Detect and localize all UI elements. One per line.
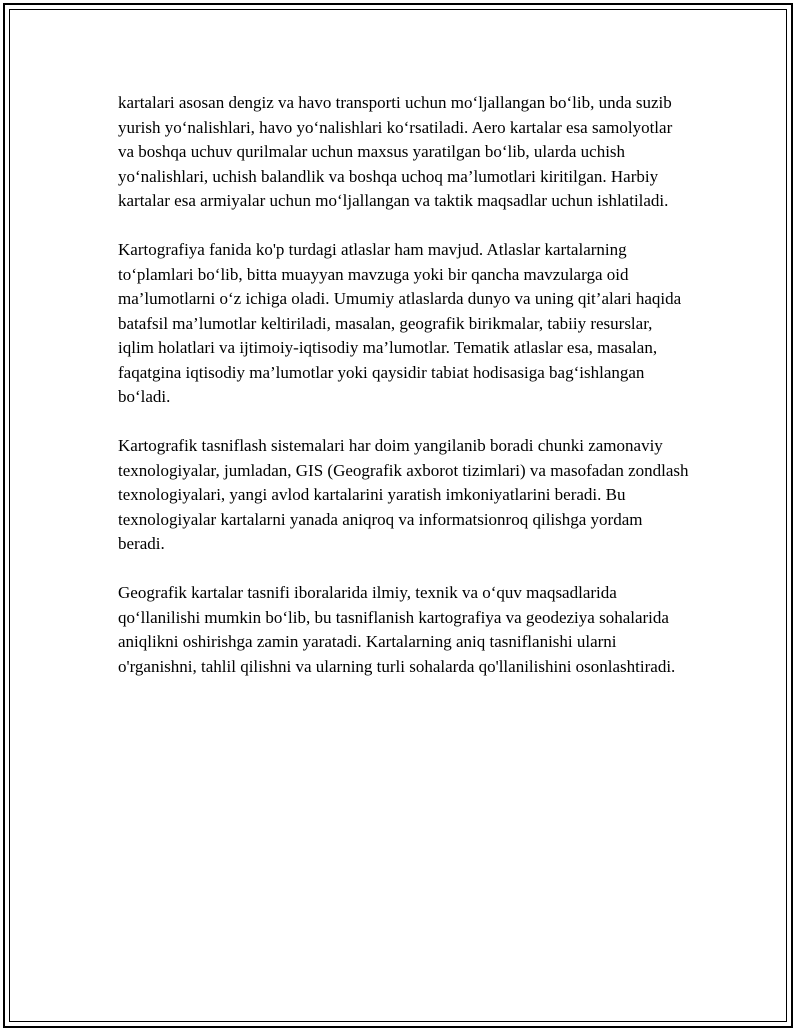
paragraph-4: Geografik kartalar tasnifi iboralarida ilmiy, texnik va o‘quv maqsadlarida qo‘llanilishi mumkin bo‘lib, bu tasniflanish kartografiya va geodeziya sohalarida aniqlikni oshirishga zamin yaratadi. Kartalarning aniq tasniflanishi ularni o'rganishni, tahlil qilishni va ularning turli sohalarda qo'llanilishini osonlashtiradi. xyxy=(118,583,676,676)
paragraph-2: Kartografiya fanida ko'p turdagi atlaslar ham mavjud. Atlaslar kartalarning to‘plamlari bo‘lib, bitta muayyan mavzuga yoki bir qancha mavzularga oid ma’lumotlarni o‘z ichiga oladi. Umumiy atlaslarda dunyo va uning qit’alari haqida batafsil ma’lumotlar keltiriladi, masalan, geografik birikmalar, tabiiy resurslar, iqlim holatlari va ijtimoiy-iqtisodiy ma’lumotlar. Tematik atlaslar esa, masalan, faqatgina iqtisodiy ma’lumotlar yoki qaysidir tabiat hodisasiga bag‘ishlangan bo‘ladi. xyxy=(118,240,682,406)
paragraph-1: kartalari asosan dengiz va havo transporti uchun mo‘ljallangan bo‘lib, unda suzib yurish yo‘nalishlari, havo yo‘nalishlari ko‘rsatiladi. Aero kartalar esa samolyotlar va boshqa uchuv qurilmalar uchun maxsus yaratilgan bo‘lib, ularda uchish yo‘nalishlari, uchish balandlik va boshqa uchoq ma’lumotlari kiritilgan. Harbiy kartalar esa armiyalar uchun mo‘ljallangan va taktik maqsadlar uchun ishlatiladi. xyxy=(118,93,673,210)
document-body xyxy=(118,91,690,704)
paragraph-3: Kartografik tasniflash sistemalari har doim yangilanib boradi chunki zamonaviy texnologiyalar, jumladan, GIS (Geografik axborot tizimlari) va masofadan zondlash texnologiyalari, yangi avlod kartalarini yaratish imkoniyatlarini beradi. Bu texnologiyalar kartalarni yanada aniqroq va informatsionroq qilishga yordam beradi. xyxy=(118,436,689,553)
